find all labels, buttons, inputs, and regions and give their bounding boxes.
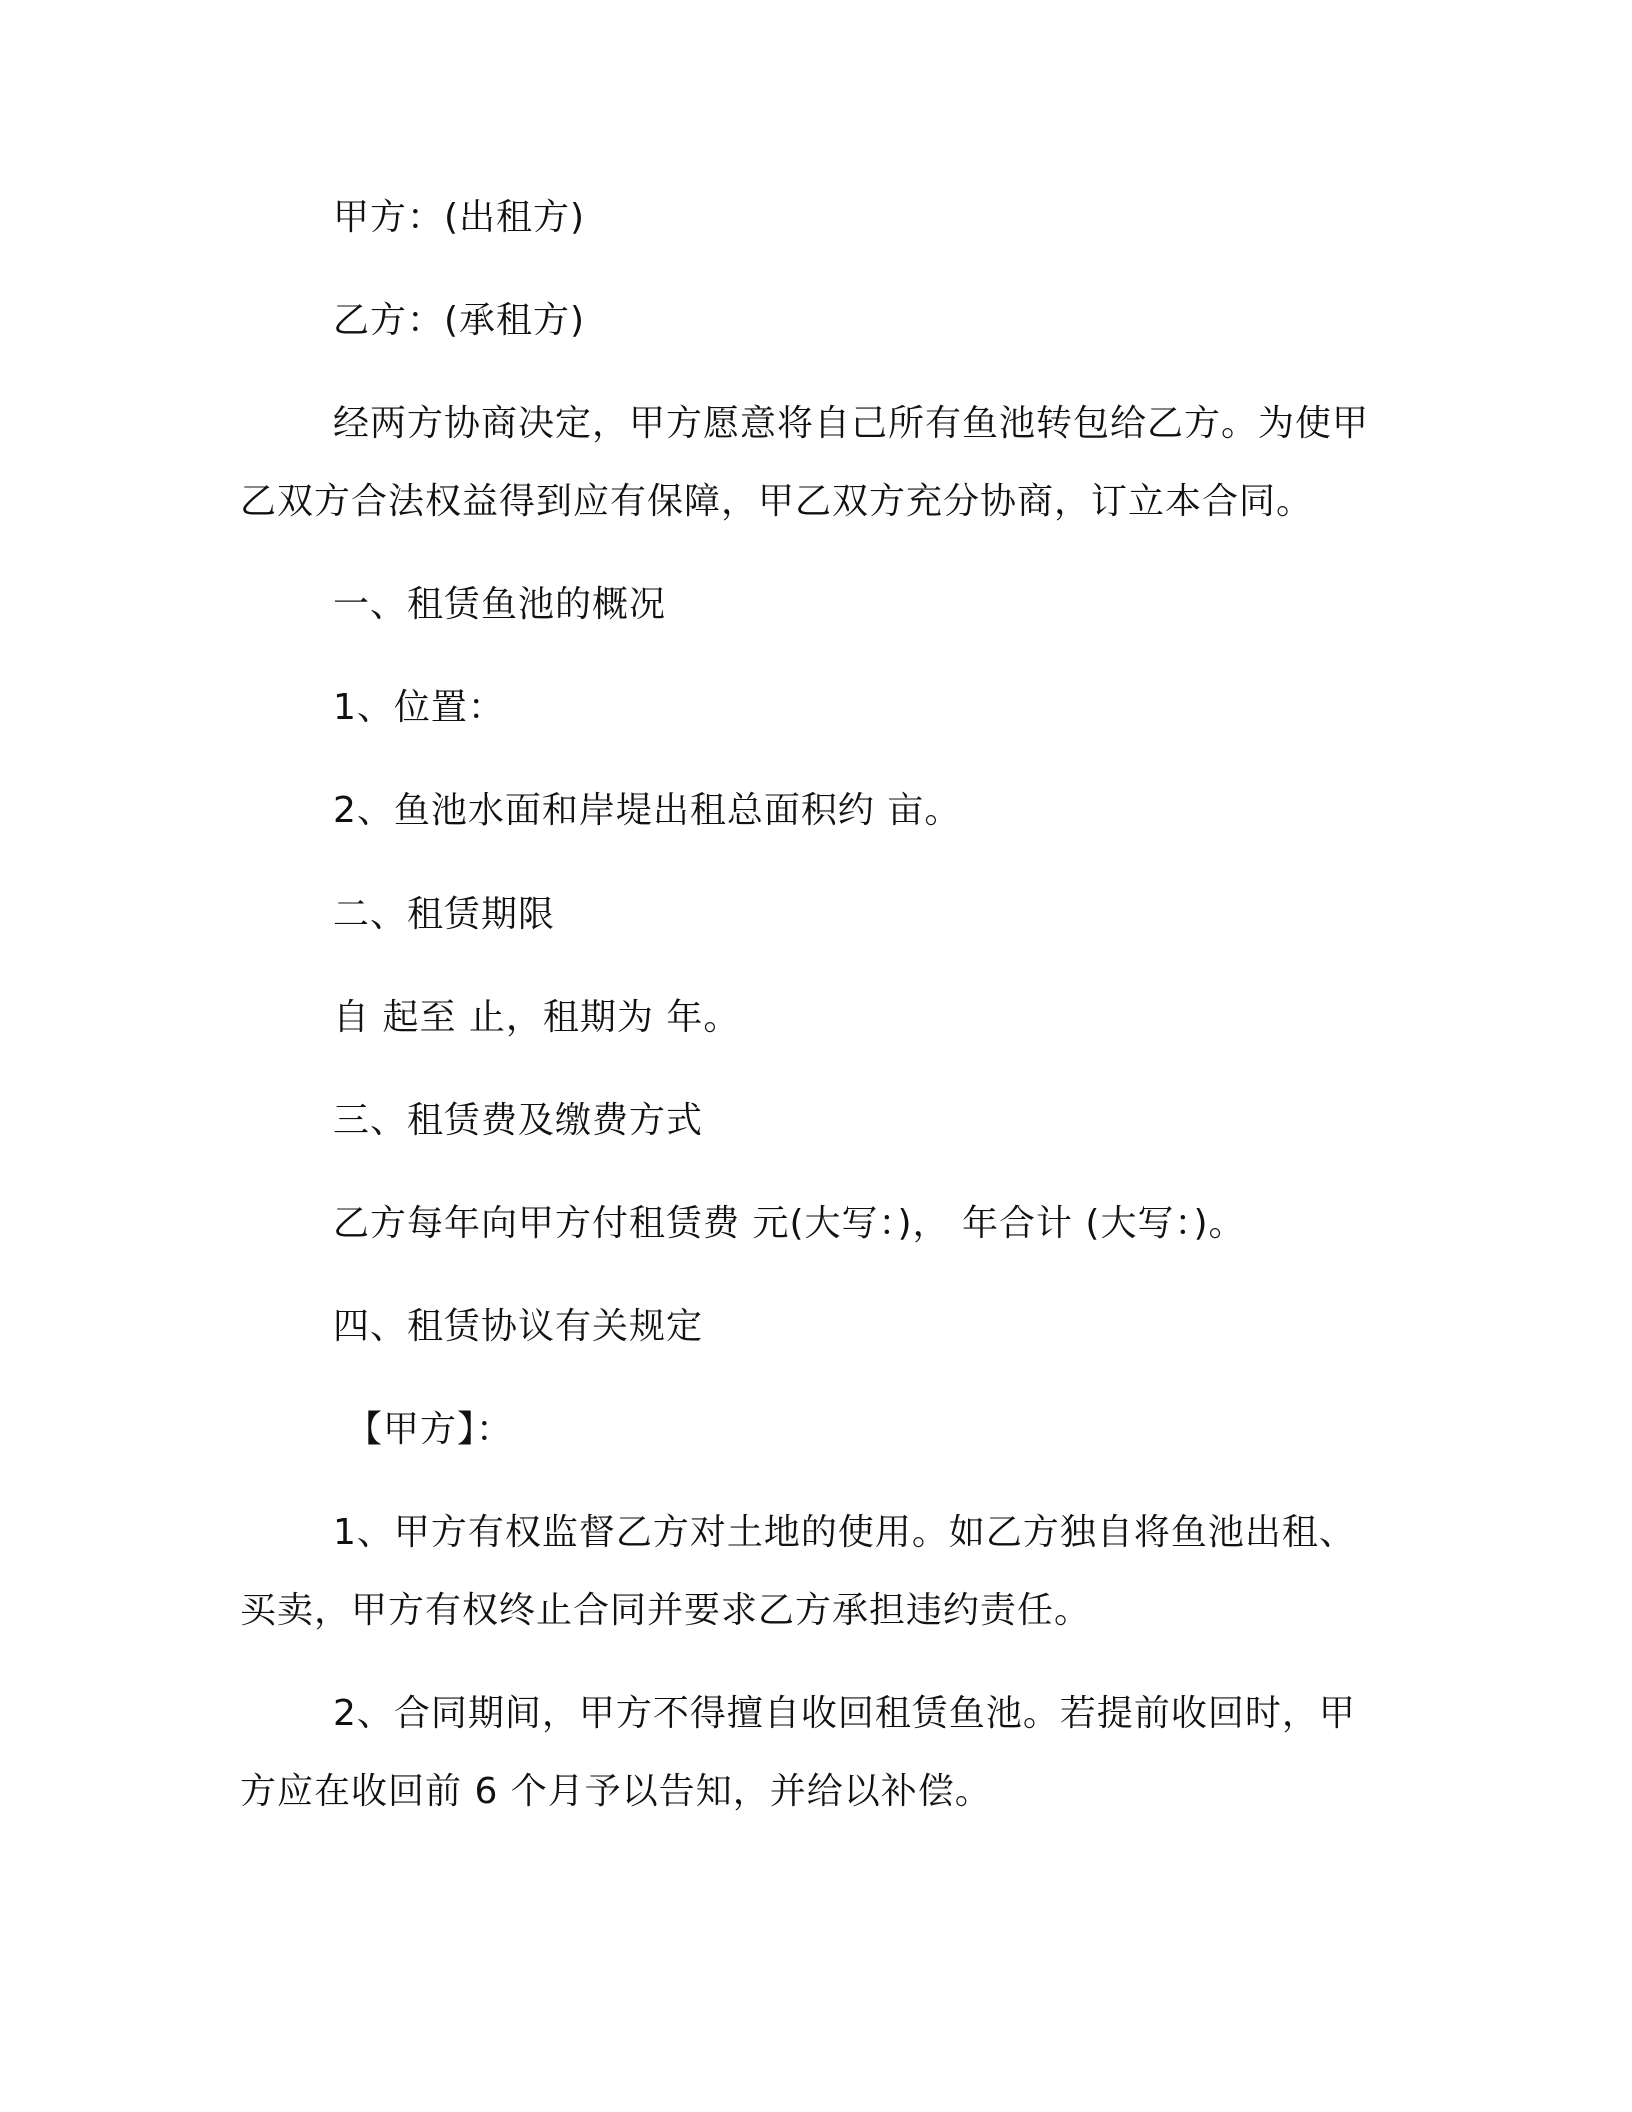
intro-line-2: 乙双方合法权益得到应有保障，甲乙双方充分协商，订立本合同。 (240, 481, 1314, 522)
section2-text: 自 起至 止，租期为 年。 (333, 997, 741, 1038)
section4-heading: 四、租赁协议有关规定 (333, 1306, 704, 1347)
section3-heading: 三、租赁费及缴费方式 (333, 1100, 704, 1141)
section1-item1: 1、位置： (333, 687, 505, 728)
section3-text: 乙方每年向甲方付租赁费 元(大写：)， 年合计 (大写：)。 (333, 1203, 1246, 1244)
party-a-line: 甲方：(出租方) (333, 197, 586, 238)
rule1-line-1: 1、甲方有权监督乙方对土地的使用。如乙方独自将鱼池出租、 (333, 1512, 1356, 1553)
rule2-line-1: 2、合同期间，甲方不得擅自收回租赁鱼池。若提前收回时，甲 (333, 1693, 1356, 1734)
party-a-label: 【甲方】： (346, 1409, 514, 1450)
party-b-line: 乙方：(承租方) (333, 300, 586, 341)
section2-heading: 二、租赁期限 (333, 894, 556, 935)
section1-item2: 2、鱼池水面和岸堤出租总面积约 亩。 (333, 790, 962, 831)
intro-line-1: 经两方协商决定，甲方愿意将自己所有鱼池转包给乙方。为使甲 (333, 403, 1370, 444)
section1-heading: 一、租赁鱼池的概况 (333, 584, 667, 625)
rule2-line-2: 方应在收回前 6 个月予以告知，并给以补偿。 (240, 1771, 992, 1812)
rule1-line-2: 买卖，甲方有权终止合同并要求乙方承担违约责任。 (240, 1590, 1092, 1631)
